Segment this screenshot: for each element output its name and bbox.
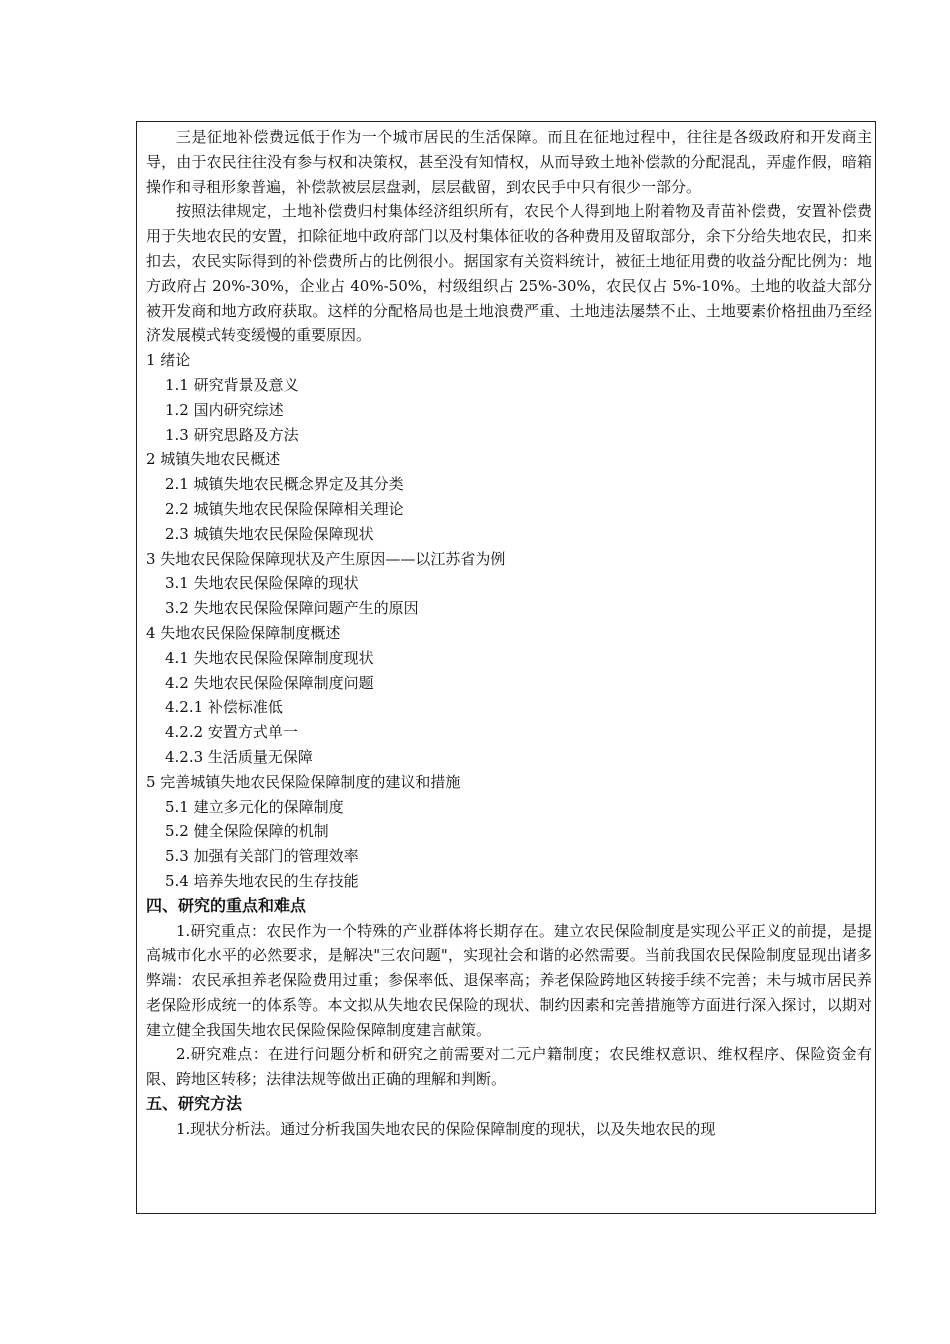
outline-item: 5.2 健全保险保障的机制 <box>165 822 329 841</box>
outline-item: 1.1 研究背景及意义 <box>165 375 299 394</box>
outline-item: 1 绪论 <box>146 351 191 370</box>
outline-item: 3.1 失地农民保险保障的现状 <box>165 574 359 593</box>
paragraph-legal-provisions: 按照法律规定，土地补偿费归村集体经济组织所有，农民个人得到地上附着物及青苗补偿费，安置补偿费用于失地农民的安置，扣除征地中政府部门以及村集体征收的各种费用及留取部分，余下分给失地农民，扣来扣去，农民实际得到的补偿费所占的比例很小。据国家有关资料统计，被征土地征用费的收益分配比例为：地方政府占 20%-30%，企业占 40%-50%，村级组织占 25%-30%，农民仅占 5%-10%。土地的收益大部分被开发商和地方政府获取。这样的分配格局也是土地浪费严重、土地违法屡禁不止、土地要素价格扭曲乃至经济发展模式转变缓慢的重要原因。 <box>146 202 872 345</box>
outline-item: 4.2.1 补偿标准低 <box>165 698 283 717</box>
outline-item: 5 完善城镇失地农民保险保障制度的建议和措施 <box>146 772 461 791</box>
outline-item: 2.2 城镇失地农民保险保障相关理论 <box>165 499 404 518</box>
outline-item: 5.4 培养失地农民的生存技能 <box>165 871 359 890</box>
outline-item: 4.2.3 生活质量无保障 <box>165 747 313 766</box>
outline-item: 3 失地农民保险保障现状及产生原因——以江苏省为例 <box>146 549 506 568</box>
outline-item: 2 城镇失地农民概述 <box>146 450 281 469</box>
outline-item: 2.3 城镇失地农民保险保障现状 <box>165 524 374 543</box>
section-heading-methods: 五、研究方法 <box>146 1094 243 1114</box>
outline-item: 4.2 失地农民保险保障制度问题 <box>165 673 374 692</box>
outline-item: 1.2 国内研究综述 <box>165 400 284 419</box>
outline-item: 1.3 研究思路及方法 <box>165 425 299 444</box>
document-body <box>146 125 872 1142</box>
outline-item: 2.1 城镇失地农民概念界定及其分类 <box>165 475 404 494</box>
paragraph-compensation-low: 三是征地补偿费远低于作为一个城市居民的生活保障。而且在征地过程中，往往是各级政府和开发商主导，由于农民往往没有参与权和决策权，甚至没有知情权，从而导致土地补偿款的分配混乱，弄虚作假，暗箱操作和寻租形象普遍，补偿款被层层盘剥，层层截留，到农民手中只有很少一部分。 <box>146 128 872 196</box>
outline-list <box>146 348 872 894</box>
paragraph-method-status-analysis: 1.现状分析法。通过分析我国失地农民的保险保障制度的现状，以及失地农民的现 <box>176 1119 716 1138</box>
outline-item: 4.1 失地农民保险保障制度现状 <box>165 648 374 667</box>
outline-item: 5.3 加强有关部门的管理效率 <box>165 847 359 866</box>
paragraph-research-difficulty: 2.研究难点：在进行问题分析和研究之前需要对二元户籍制度；农民维权意识、维权程序、保险资金有限、跨地区转移；法律法规等做出正确的理解和判断。 <box>146 1045 872 1089</box>
content-table-cell <box>136 121 876 1214</box>
outline-item: 3.2 失地农民保险保障问题产生的原因 <box>165 599 419 618</box>
section-heading-key-points: 四、研究的重点和难点 <box>146 895 307 915</box>
outline-item: 5.1 建立多元化的保障制度 <box>165 797 344 816</box>
outline-item: 4.2.2 安置方式单一 <box>165 723 298 742</box>
outline-item: 4 失地农民保险保障制度概述 <box>146 623 341 642</box>
paragraph-research-focus: 1.研究重点：农民作为一个特殊的产业群体将长期存在。建立农民保险制度是实现公平正义的前提，是提高城市化水平的必然要求，是解决"三农问题"，实现社会和谐的必然需要。当前我国农民保险制度显现出诸多弊端：农民承担养老保险费用过重；参保率低、退保率高；养老保险跨地区转接手续不完善；未与城市居民养老保险形成统一的体系等。本文拟从失地农民保险的现状、制约因素和完善措施等方面进行深入探讨，以期对建立健全我国失地农民保险保险保障制度建言献策。 <box>146 921 872 1039</box>
